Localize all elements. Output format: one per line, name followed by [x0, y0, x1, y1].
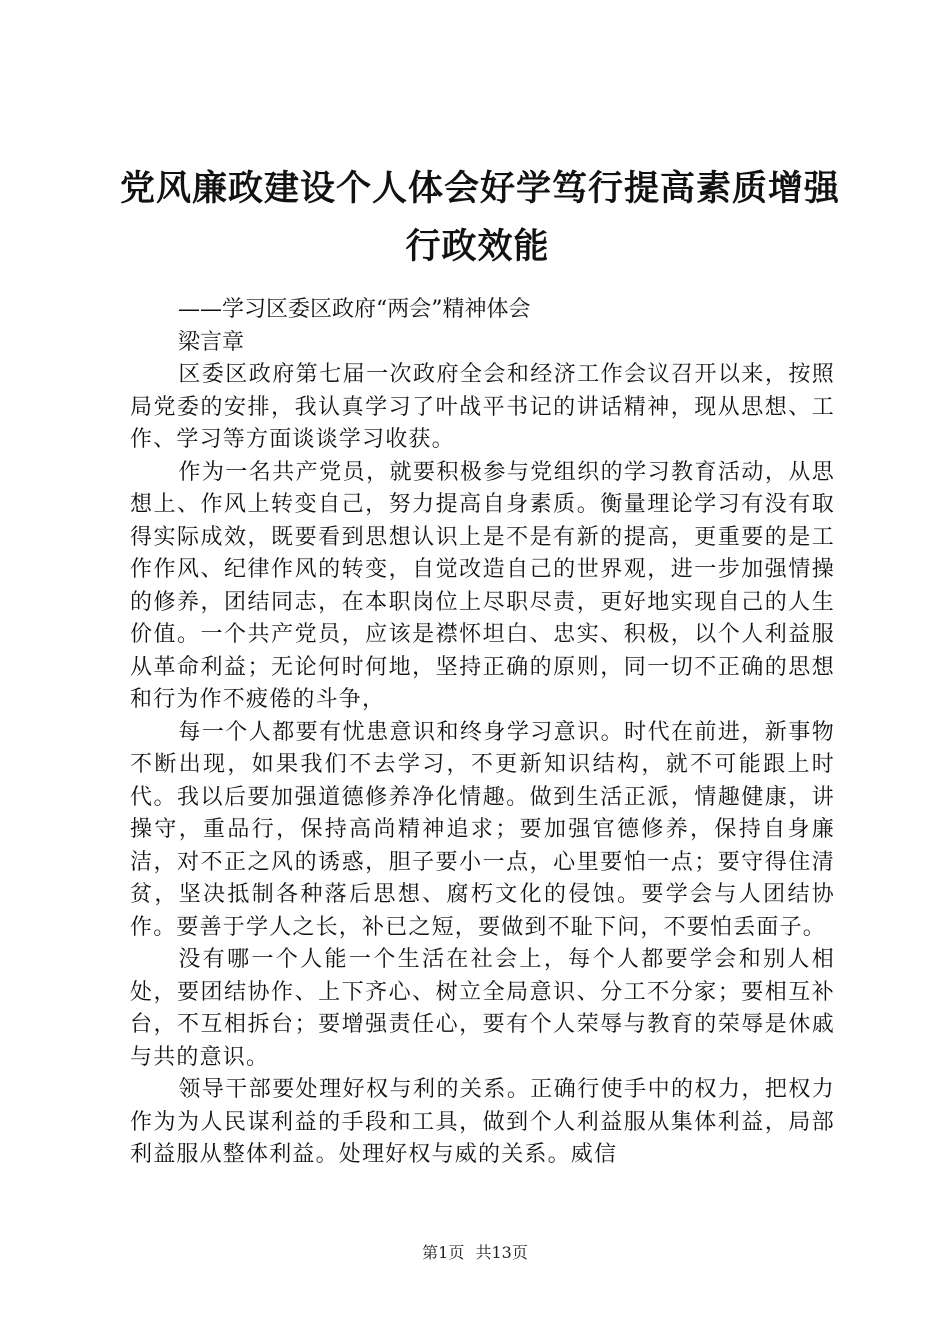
title-line-2: 行政效能 — [405, 227, 550, 267]
page-footer — [0, 1240, 950, 1263]
paragraph: 区委区政府第七届一次政府全会和经济工作会议召开以来，按照局党委的安排，我认真学习了叶战平书记的讲话精神，现从思想、工作、学习等方面谈谈学习收获。 — [130, 362, 835, 452]
page-number: 第1页 — [422, 1243, 465, 1262]
document-author: 梁言章 — [178, 329, 245, 355]
page-total: 共13页 — [475, 1243, 528, 1262]
document-subtitle: ——学习区委区政府“两会”精神体会 — [178, 297, 531, 322]
document-title — [120, 160, 841, 276]
document-body — [130, 294, 835, 1172]
paragraph: 作为一名共产党员，就要积极参与党组织的学习教育活动，从思想上、作风上转变自己，努力提高自身素质。衡量理论学习有没有取得实际成效，既要看到思想认识上是不是有新的提高，更重要的是工作作风、纪律作风的转变，自觉改造自己的世界观，进一步加强情操的修养，团结同志，在本职岗位上尽职尽责，更好地实现自己的人生价值。一个共产党员，应该是襟怀坦白、忠实、积极，以个人利益服从革命利益；无论何时何地，坚持正确的原则，同一切不正确的思想和行为作不疲倦的斗争， — [130, 459, 835, 712]
paragraph: 领导干部要处理好权与利的关系。正确行使手中的权力，把权力作为为人民谋利益的手段和工具，做到个人利益服从集体利益，局部利益服从整体利益。处理好权与威的关系。威信 — [130, 1077, 835, 1167]
paragraph: 每一个人都要有忧患意识和终身学习意识。时代在前进，新事物不断出现，如果我们不去学习，不更新知识结构，就不可能跟上时代。我以后要加强道德修养净化情趣。做到生活正派，情趣健康，讲操守，重品行，保持高尚精神追求；要加强官德修养，保持自身廉洁，对不正之风的诱惑，胆子要小一点，心里要怕一点；要守得住清贫，坚决抵制各种落后思想、腐朽文化的侵蚀。要学会与人团结协作。要善于学人之长，补已之短，要做到不耻下问，不要怕丢面子。 — [130, 719, 835, 940]
title-line-1: 党风廉政建设个人体会好学笃行提高素质增强 — [120, 169, 841, 209]
paragraph: 没有哪一个人能一个生活在社会上，每个人都要学会和别人相处，要团结协作、上下齐心、树立全局意识、分工不分家；要相互补台，不互相拆台；要增强责任心，要有个人荣辱与教育的荣辱是休戚与共的意识。 — [130, 947, 835, 1070]
